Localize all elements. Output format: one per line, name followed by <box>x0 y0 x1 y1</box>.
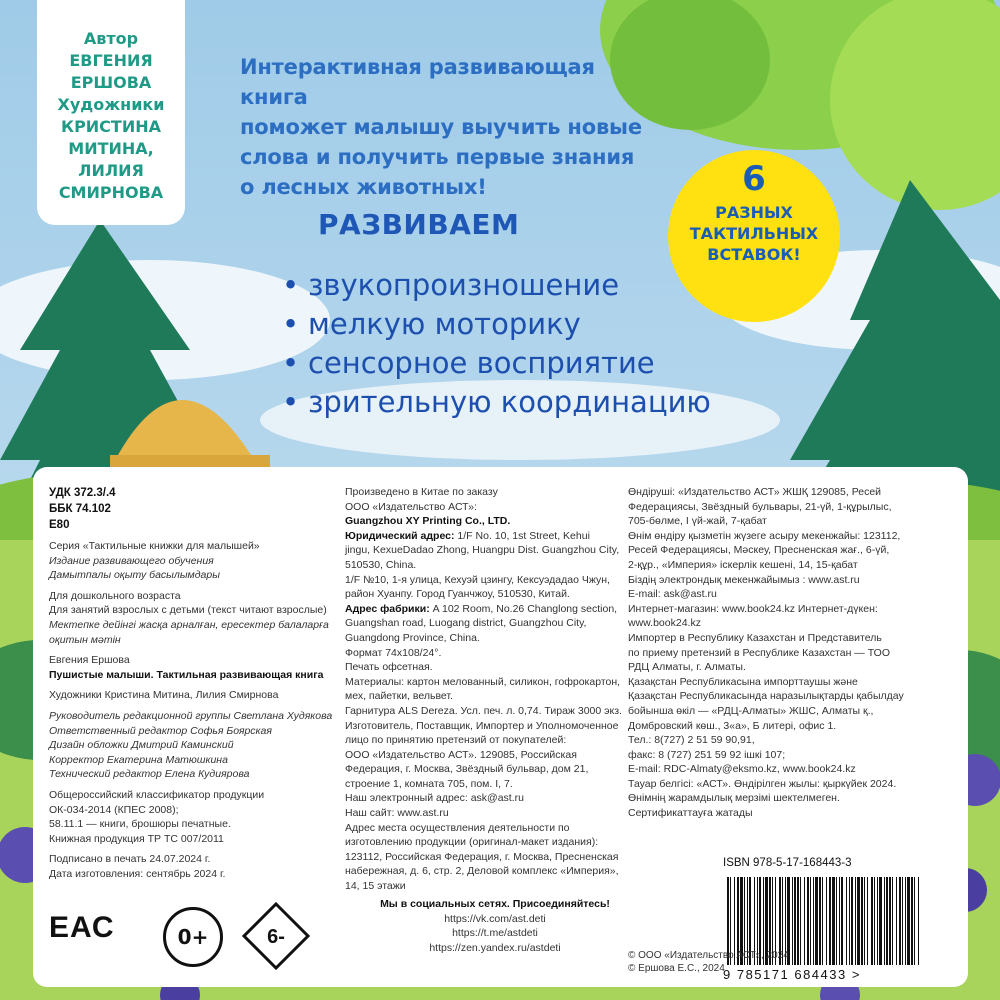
kz-line: бойынша өкіл — «РДЦ-Алматы» ЖШС, Алматы қ., <box>628 704 874 717</box>
badge-number: 6 <box>742 159 766 199</box>
bullet-icon: • <box>282 307 300 341</box>
spec-line: Печать офсетная. <box>345 661 433 674</box>
eac-mark-icon: ЕАС <box>49 911 115 944</box>
staff-line: Ответственный редактор Софья Боярская <box>49 724 272 737</box>
spec-line: Изготовитель, Поставщик, Импортер и Уполномоченное <box>345 719 619 732</box>
barcode-number: 9 785171 684433 <box>723 967 847 982</box>
social-link-vk[interactable]: https://vk.com/ast.deti <box>444 912 546 925</box>
kz-line: Тел.: 8(727) 2 51 59 90,91, <box>628 734 755 747</box>
factory-address-line: Guangshan road, Luogang district, Guangzhou City, <box>345 617 587 630</box>
illustrator-2-last: СМИРНОВА <box>58 183 164 202</box>
kz-line: www.book24.kz <box>628 617 701 630</box>
legal-address-line: jingu, KexueDadao Zhong, Huangpu Dist. Guangzhou City, <box>345 544 620 557</box>
manufacturer-name: Guangzhou XY Printing Co., LTD. <box>345 515 511 528</box>
factory-address-line: Guangdong Province, China. <box>345 631 480 644</box>
age-line: Для занятий взрослых с детьми (текст читают взрослые) <box>49 604 327 617</box>
legal-address-line: 510530, China. <box>345 558 417 571</box>
kz-line: Біздің электрондық мекенжайымыз : www.ast.ru <box>628 573 860 586</box>
factory-address-line <box>345 602 630 617</box>
badge-line: ТАКТИЛЬНЫХ <box>689 224 819 243</box>
copyright-line: © ООО «Издательство АСТ», 2024 <box>628 950 789 961</box>
spec-line: 14, 15 этажи <box>345 880 406 893</box>
spec-line: ООО «Издательство АСТ». 129085, Российская <box>345 748 577 761</box>
bullet-icon: • <box>282 268 300 302</box>
develop-item-text: мелкую моторику <box>308 307 581 341</box>
bbk-code: ББК 74.102 <box>49 503 111 515</box>
spec-line: Материалы: картон мелованный, силикон, гофрокартон, <box>345 675 621 688</box>
kz-line: E-mail: RDC-Almaty@eksmo.kz, www.book24.kz <box>628 763 856 776</box>
legal-address-line: 1/F №10, 1-я улица, Кехуэй цзингу, Кексуэдадао Чжун, <box>345 573 610 586</box>
develop-item <box>282 344 711 383</box>
spec-line: Гарнитура ALS Dereza. Усл. печ. л. 0,74. Тираж 3000 экз. <box>345 704 622 717</box>
spec-line: строение 1, комната 705, пом. I, 7. <box>345 777 513 790</box>
spec-line: мех, пайетки, вельвет. <box>345 690 453 703</box>
staff-line: Дизайн обложки Дмитрий Каминский <box>49 739 234 752</box>
udk-code: УДК 372.3/.4 <box>49 487 116 499</box>
bullet-icon: • <box>282 346 300 380</box>
staff-line: Руководитель редакционной группы Светлана Худякова <box>49 709 333 722</box>
develop-item <box>282 305 711 344</box>
age-line: Для дошкольного возраста <box>49 589 181 602</box>
age-line: оқитын мәтін <box>49 633 121 646</box>
book-illustrators: Художники Кристина Митина, Лилия Смирнова <box>49 689 279 702</box>
kz-line: Импортер в Республику Казахстан и Представитель <box>628 631 882 644</box>
spec-line: Адрес места осуществления деятельности по <box>345 821 570 834</box>
spec-line: Наш сайт: www.ast.ru <box>345 807 449 820</box>
develop-item <box>282 266 711 305</box>
series-line: Серия «Тактильные книжки для малышей» <box>49 540 260 552</box>
certification-marks <box>49 905 329 965</box>
imprint-column-3 <box>628 485 958 821</box>
book-title: Пушистые малыши. Тактильная развивающая книга <box>49 668 324 681</box>
legal-address-first: 1/F No. 10, 1st Street, Kehui <box>454 529 590 542</box>
author-card <box>37 0 185 225</box>
intro-line: о лесных животных! <box>240 175 487 199</box>
illustrator-1-last: МИТИНА, <box>68 139 154 158</box>
age-line: Мектепке дейінгі жасқа арналған, ересектер балаларға <box>49 618 329 631</box>
develop-item <box>282 383 711 422</box>
author-name-first: ЕВГЕНИЯ <box>69 51 153 70</box>
copyright <box>628 949 789 975</box>
series-line: Издание развивающего обучения <box>49 554 214 567</box>
spec-line: Федерация, г. Москва, Звёздный бульвар, дом 21, <box>345 763 589 776</box>
kz-line: Домбровский көш., 3«а», Б литері, офис 1. <box>628 719 837 732</box>
legal-address-label: Юридический адрес: <box>345 529 455 542</box>
kz-line: Сертификаттауға жатады <box>628 807 753 820</box>
social-links <box>345 897 645 955</box>
develop-list <box>282 266 711 422</box>
kz-line: Федерациясы, Звёздный бульвары, 21-үй, 1-құрылыс, <box>628 500 892 513</box>
date-line: Дата изготовления: сентябрь 2024 г. <box>49 867 226 880</box>
age-rating-0-icon: 0+ <box>163 907 223 967</box>
develop-item-text: звукопроизношение <box>308 268 620 302</box>
develop-heading: РАЗВИВАЕМ <box>318 208 520 241</box>
kz-line: Өнім өндіру қызметін жүзеге асыру мекенжайы: 123112, <box>628 529 901 542</box>
imprint-panel <box>33 467 968 987</box>
imprint-column-1 <box>49 485 333 881</box>
imprint-column-2 <box>345 485 630 894</box>
legal-address-line <box>345 529 630 544</box>
develop-item-text: сенсорное восприятие <box>308 346 655 380</box>
kz-line: E-mail: ask@ast.ru <box>628 588 717 601</box>
kz-line: Өндіруші: «Издательство АСТ» ЖШҚ 129085, Ресей <box>628 486 882 498</box>
kz-line: Ресей Федерациясы, Мәскеу, Пресненская жағ., 6-үй, <box>628 544 890 557</box>
kz-line: 2-құр., «Империя» іскерлік кешені, 14, 15-қабат <box>628 558 858 571</box>
kz-line: 705-бөлме, І үй-жай, 7-қабат <box>628 515 767 528</box>
staff-line: Технический редактор Елена Кудиярова <box>49 768 250 781</box>
illustrator-2-first: ЛИЛИЯ <box>78 161 144 180</box>
author-sign: Е80 <box>49 519 70 531</box>
develop-item-text: зрительную координацию <box>308 385 711 419</box>
copyright-line: © Ершова Е.С., 2024 <box>628 963 725 974</box>
spec-line: изготовлению продукции (оригинал-макет издания): <box>345 836 599 849</box>
factory-address-first: A 102 Room, No.26 Changlong section, <box>429 602 618 615</box>
intro-line: слова и получить первые знания <box>240 145 635 169</box>
kz-line: Интернет-магазин: www.book24.kz Интернет-дүкен: <box>628 602 878 615</box>
date-line: Подписано в печать 24.07.2024 г. <box>49 853 211 866</box>
intro-line: поможет малышу выучить новые <box>240 115 642 139</box>
spec-line: 123112, Российская Федерация, г. Москва, Пресненская <box>345 850 619 863</box>
badge-line: РАЗНЫХ <box>715 203 793 222</box>
series-line: Дамытпалы оқыту басылымдары <box>49 569 220 582</box>
illustrator-1-first: КРИСТИНА <box>60 117 161 136</box>
kz-line: Қазақстан Республикасына импорттаушы және <box>628 675 858 688</box>
kz-line: Өнімнің жарамдылық мерзімі шектелмеген. <box>628 792 840 805</box>
spec-line: Формат 74x108/24°. <box>345 646 442 659</box>
spec-line: Наш электронный адрес: ask@ast.ru <box>345 792 524 805</box>
bullet-icon: • <box>282 385 300 419</box>
produced-line: Произведено в Китае по заказу <box>345 486 498 498</box>
spec-line: лицо по принятию претензий от покупателей: <box>345 734 567 747</box>
book-author: Евгения Ершова <box>49 654 130 667</box>
author-name-last: ЕРШОВА <box>70 73 152 92</box>
intro-text <box>240 52 660 202</box>
age-rating-6-icon <box>241 901 311 971</box>
author-label: Автор <box>83 29 139 48</box>
illustrators-label: Художники <box>57 95 165 114</box>
social-title: Мы в социальных сетях. Присоединяйтесь! <box>380 898 610 910</box>
staff-line: Корректор Екатерина Матюшкина <box>49 753 228 766</box>
spec-line: набережная, д. 6, стр. 2, Деловой комплекс «Империя», <box>345 865 619 878</box>
kz-line: факс: 8 (727) 251 59 92 ішкі 107; <box>628 748 786 761</box>
produced-line: ООО «Издательство АСТ»: <box>345 500 477 513</box>
badge-line: ВСТАВОК! <box>707 245 801 264</box>
legal-address-line: район Хуанпу. Город Гуанчжоу, 510530, Китай. <box>345 588 570 601</box>
classification-index <box>49 485 329 533</box>
classifier-line: Книжная продукция ТР ТС 007/2011 <box>49 832 224 845</box>
social-link-telegram[interactable]: https://t.me/astdeti <box>452 927 538 940</box>
classifier-line: 58.11.1 — книги, брошюры печатные. <box>49 818 231 831</box>
age-rating-6-label: 6- <box>267 926 285 948</box>
kz-line: Қазақстан Республикасында наразылықтарды қабылдау <box>628 690 904 703</box>
social-link-zen[interactable]: https://zen.yandex.ru/astdeti <box>429 941 561 954</box>
kz-line: по приему претензий в Республике Казахстан — ТОО <box>628 646 890 659</box>
barcode-end-mark: > <box>851 967 861 982</box>
classifier-line: Общероссийский классификатор продукции <box>49 788 265 801</box>
isbn-number: ISBN 978-5-17-168443-3 <box>723 857 852 869</box>
kz-line: Тауар белгісі: «АСТ». Өндірілген жылы: қыркүйек 2024. <box>628 777 897 790</box>
kz-line: РДЦ Алматы, г. Алматы. <box>628 661 746 674</box>
classifier-line: ОК-034-2014 (КПЕС 2008); <box>49 803 179 816</box>
intro-line: Интерактивная развивающая книга <box>240 55 595 109</box>
factory-address-label: Адрес фабрики: <box>345 602 430 615</box>
